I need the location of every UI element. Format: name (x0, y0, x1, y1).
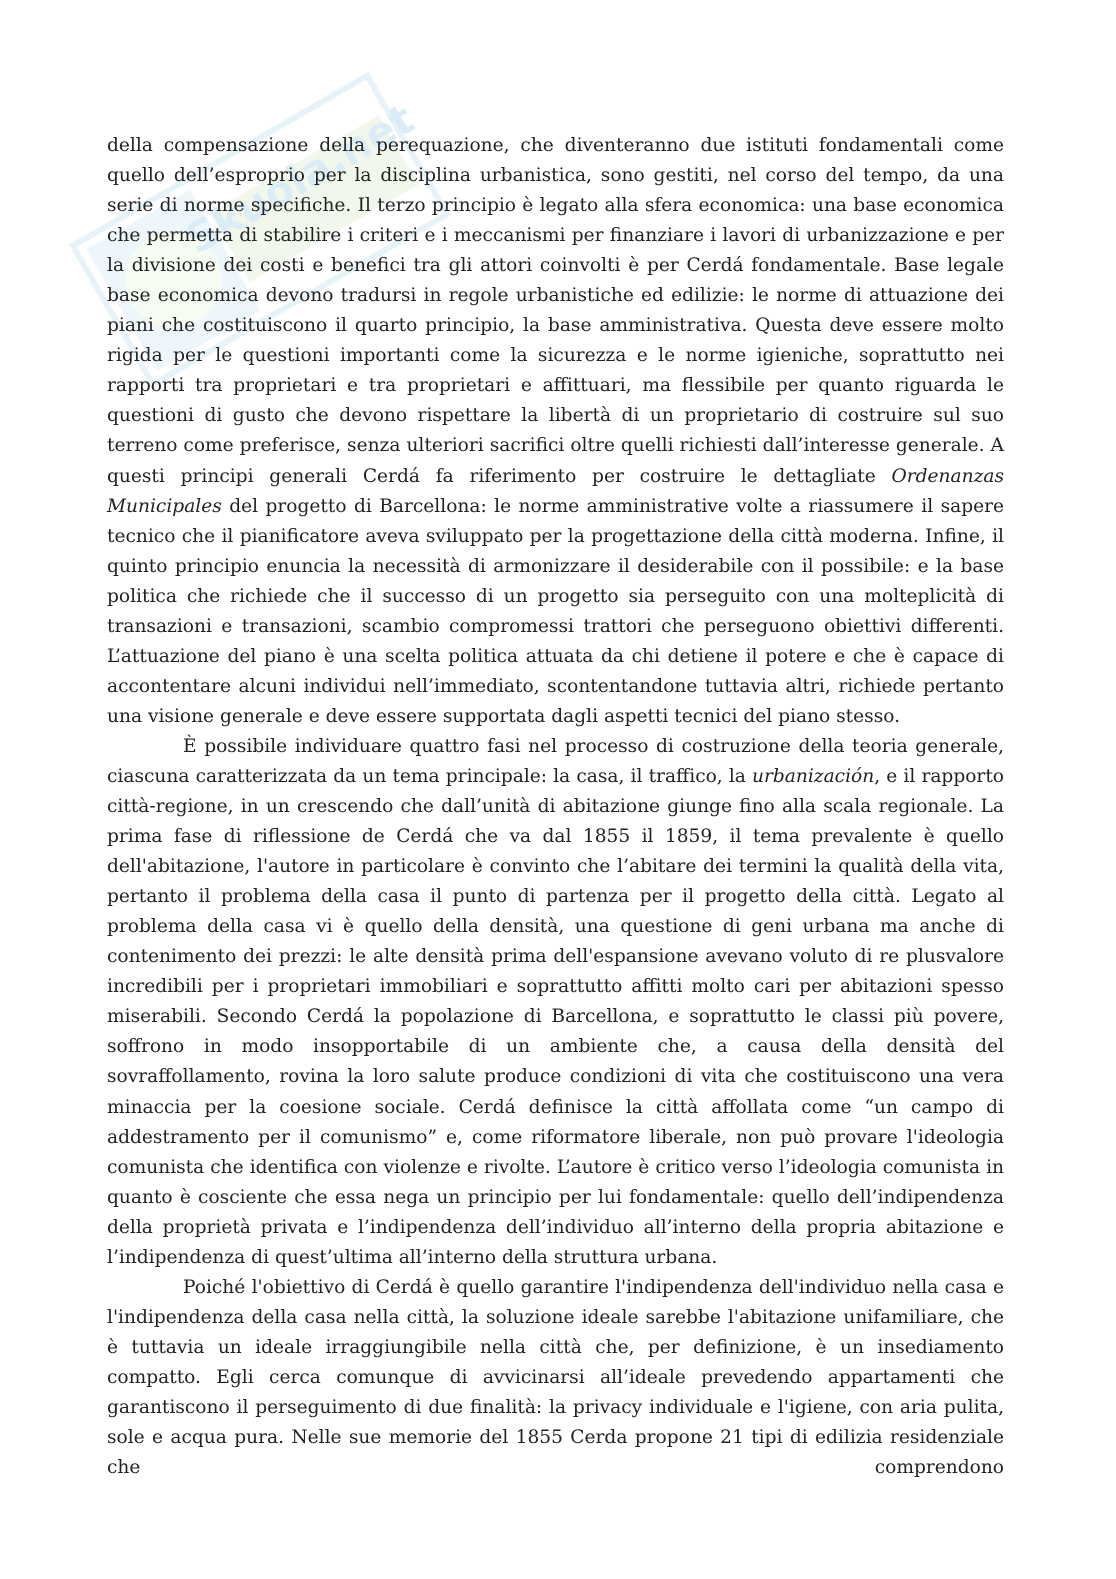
paragraph-1-text-b: del progetto di Barcellona: le norme amministrative volte a riassumere il sapere tecnico che il pianificatore aveva sviluppato per la progettazione della città moderna. Infine, il quinto principio enuncia la necessità di armonizzare il desiderabile con il possibile: e la base politica che richiede che il successo di un progetto sia perseguito con una molteplicità di transazioni e transazioni, scambio compromessi trattori che perseguono obiettivi differenti. L’attuazione del piano è una scelta politica attuata da chi detiene il potere e che è capace di accontentare alcuni individui nell’immediato, scontentandone tuttavia altri, richiede pertanto una visione generale e deve essere supportata dagli aspetti tecnici del piano stesso. (107, 495, 1004, 727)
paragraph-2-text-b: , e il rapporto città-regione, in un crescendo che dall’unità di abitazione giunge fino alla scala regionale. La prima fase di riflessione de Cerdá che va dal 1855 il 1859, il tema prevalente è quello dell'abitazione, l'autore in particolare è convinto che l’abitare dei termini la qualità della vita, pertanto il problema della casa il punto di partenza per il progetto della città. Legato al problema della casa vi è quello della densità, una questione di geni urbana ma anche di contenimento dei prezzi: le alte densità prima dell'espansione avevano voluto di re plusvalore incredibili per i proprietari immobiliari e soprattutto affitti molto cari per abitazioni spesso miserabili. Secondo Cerdá la popolazione di Barcellona, e soprattutto le classi più povere, soffrono in modo insopportabile di un ambiente che, a causa della densità del sovraffollamento, rovina la loro salute produce condizioni di vita che costituiscono una vera minaccia per la coesione sociale. Cerdá definisce la città affollata come “un campo di addestramento per il comunismo” e, come riformatore liberale, non può provare l'ideologia comunista che identifica con violenze e rivolte. L’autore è critico verso l’ideologia comunista in quanto è cosciente che essa nega un principio per lui fondamentale: quello dell’indipendenza della proprietà privata e l’indipendenza dell’individuo all’interno della propria abitazione e l’indipendenza di quest’ultima all’interno della struttura urbana. (107, 765, 1004, 1268)
paragraph-3-text: Poiché l'obiettivo di Cerdá è quello garantire l'indipendenza dell'individuo nella casa e l'indipendenza della casa nella città, la soluzione ideale sarebbe l'abitazione unifamiliare, che è tuttavia un ideale irraggiungibile nella città che, per definizione, è un insediamento compatto. Egli cerca comunque di avvicinarsi all’ideale prevedendo appartamenti che garantiscono il perseguimento di due finalità: la privacy individuale e l'igiene, con aria pulita, sole e acqua pura. Nelle sue memorie del 1855 Cerda propone 21 tipi di edilizia residenziale che comprendono (107, 1276, 1004, 1479)
paragraph-1-italic-ordenanzas: Ordenanzas Municipales (107, 465, 1004, 517)
paragraph-3 (107, 1273, 1004, 1483)
paragraph-1 (107, 131, 1004, 732)
paragraph-2-text-a: È possibile individuare quattro fasi nel processo di costruzione della teoria generale, ciascuna caratterizzata da un tema principale: la casa, il traffico, la (107, 735, 1004, 787)
paragraph-2 (107, 732, 1004, 1273)
document-body (107, 131, 1004, 1483)
watermark-text: Skuola.net (177, 94, 422, 264)
paragraph-1-text-a: della compensazione della perequazione, che diventeranno due istituti fondamentali come quello dell’esproprio per la disciplina urbanistica, sono gestiti, nel corso del tempo, da una serie di norme specifiche. Il terzo principio è legato alla sfera economica: una base economica che permetta di stabilire i criteri e i meccanismi per finanziare i lavori di urbanizzazione e per la divisione dei costi e benefici tra gli attori coinvolti è per Cerdá fondamentale. Base legale base economica devono tradursi in regole urbanistiche ed edilizie: le norme di attuazione dei piani che costituiscono il quarto principio, la base amministrativa. Questa deve essere molto rigida per le questioni importanti come la sicurezza e le norme igieniche, soprattutto nei rapporti tra proprietari e tra proprietari e affittuari, ma flessibile per quanto riguarda le questioni di gusto che devono rispettare la libertà di un proprietario di costruire sul suo terreno come preferisce, senza ulteriori sacrifici oltre quelli richiesti dall’interesse generale. A questi principi generali Cerdá fa riferimento per costruire le dettagliate (107, 135, 1004, 487)
paragraph-2-italic-urbanizacion: urbanización (752, 765, 875, 787)
